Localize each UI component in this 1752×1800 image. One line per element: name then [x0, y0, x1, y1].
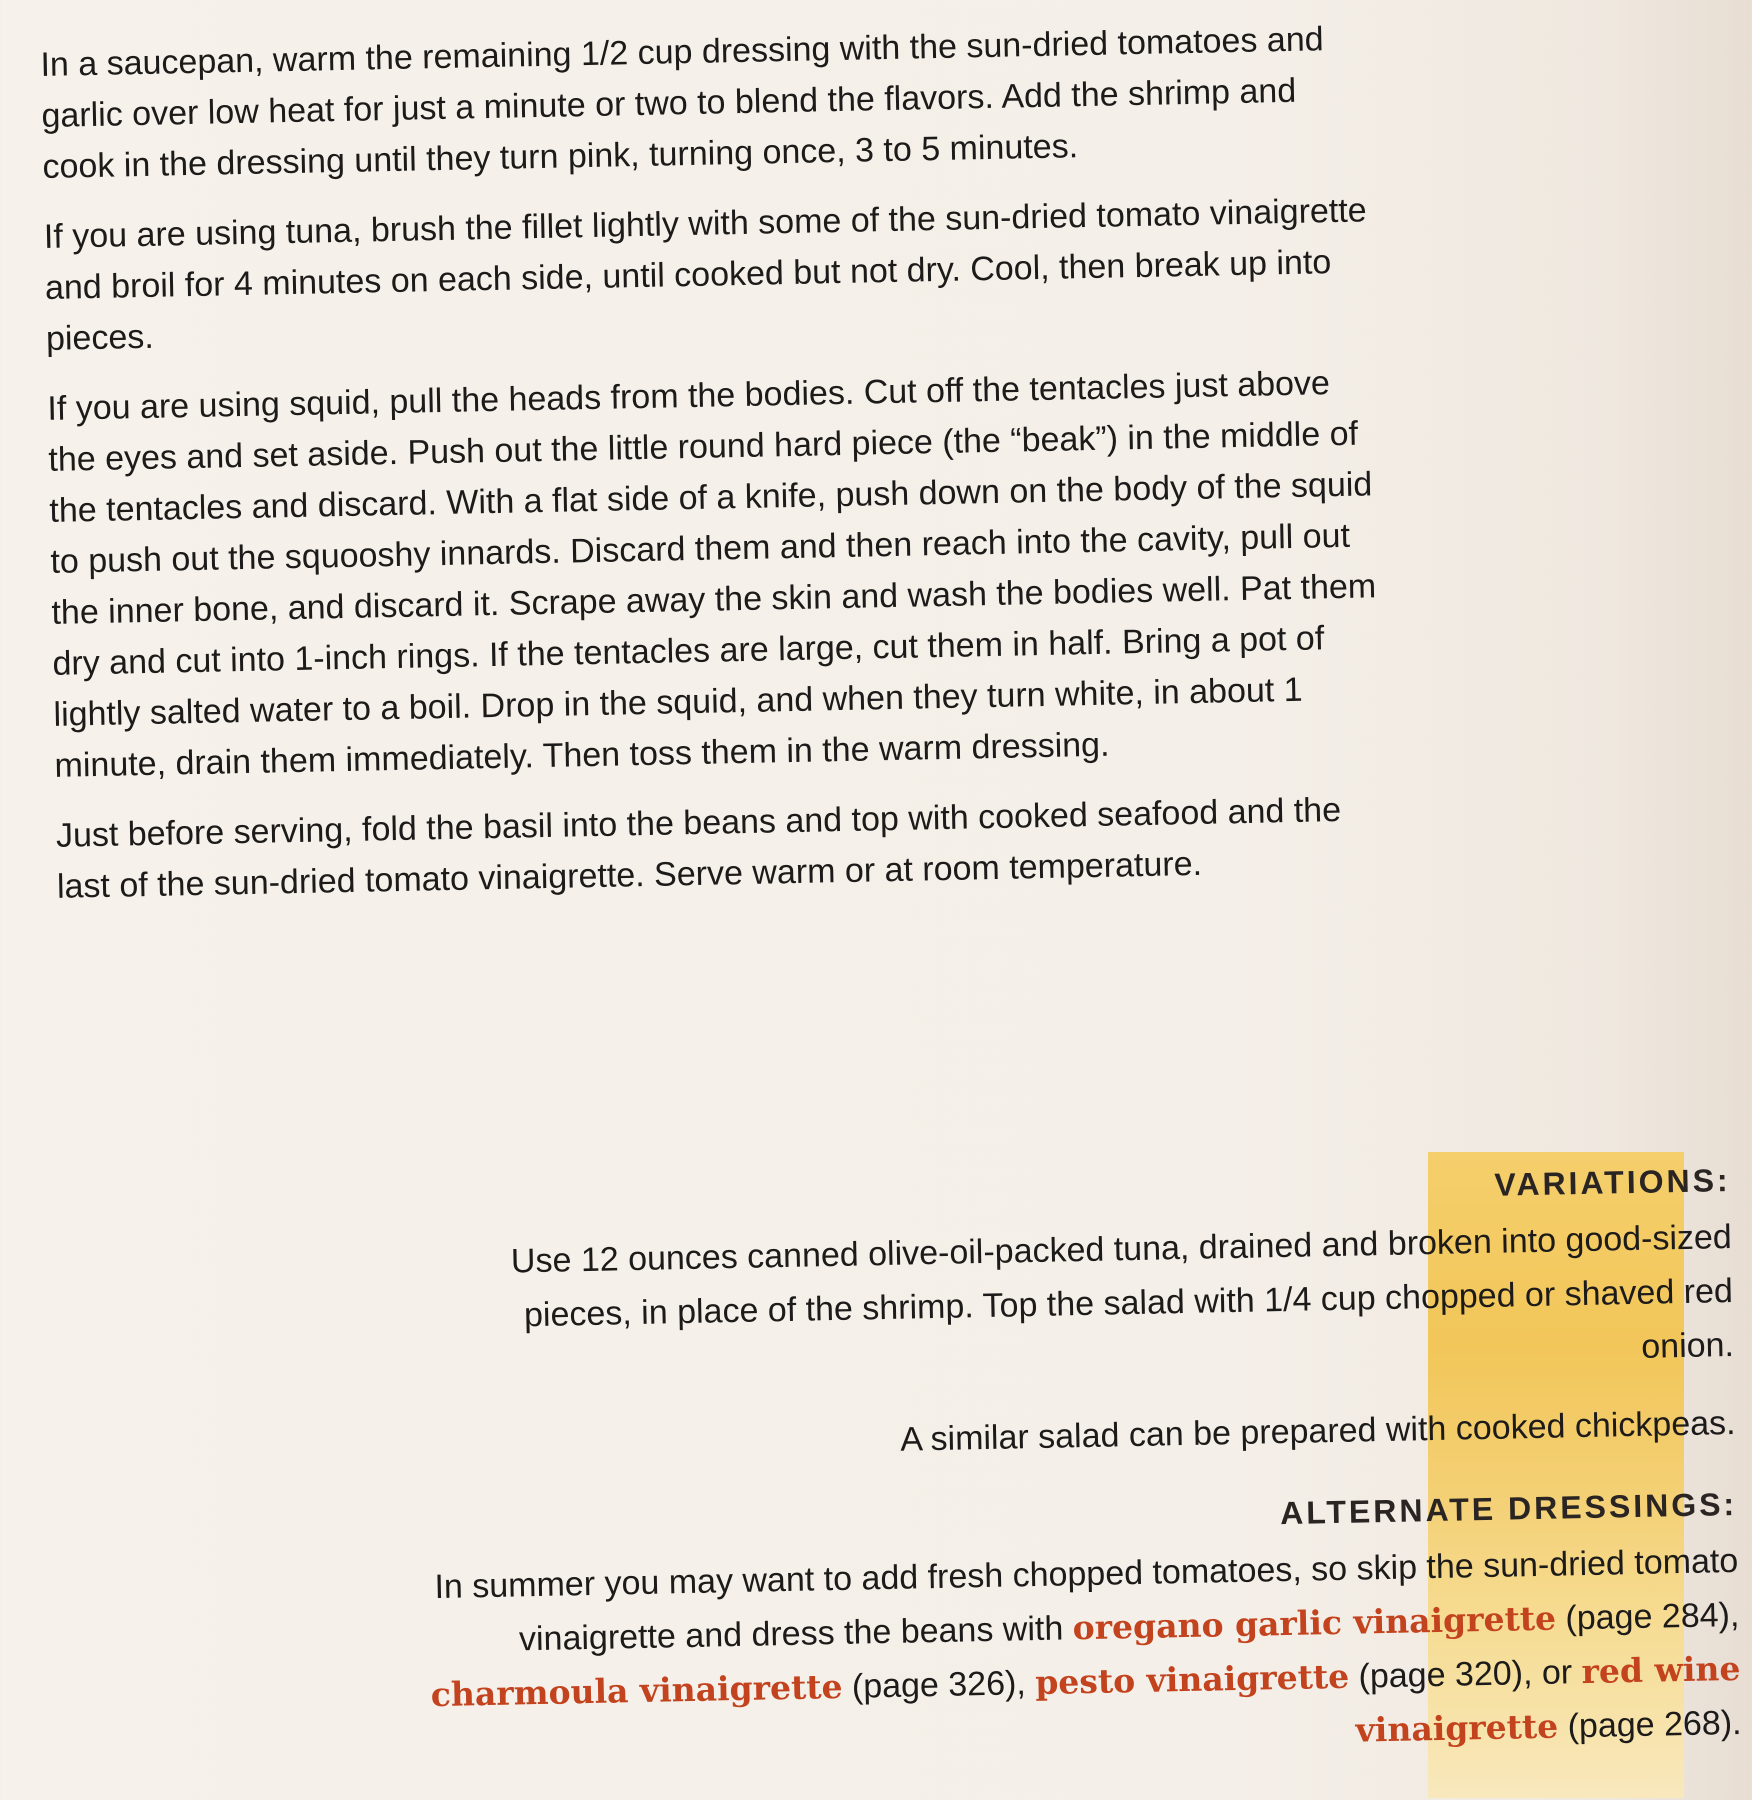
alternate-dressings-text [428, 1534, 1742, 1776]
alternate-dressings-heading: ALTERNATE DRESSINGS: [1279, 1485, 1738, 1532]
xref-oregano-garlic-vinaigrette: oregano garlic vinaigrette [1072, 1598, 1557, 1648]
xref-red-wine-vinaigrette: red wine vinaigrette [1355, 1648, 1741, 1750]
variation-chickpeas: A similar salad can be prepared with cooked chickpeas. [899, 1403, 1736, 1459]
paragraph-squid: If you are using squid, pull the heads from the bodies. Cut off the tentacles just above the eyes and set aside. Push out the little round hard piece (the “beak”) in the middle of the tentacles and discard. With a flat side of a knife, push down on the body of the squid to push out the squooshy innards. Discard them and then reach into the cavity, pull out the inner bone, and discard it. Scrape away the skin and wash the bodies well. Pat them dry and cut into 1-inch rings. If the tentacles are large, cut them in half. Bring a pot of lightly salted water to a boil. Drop in the squid, and when they turn white, in about 1 minute, drain them immediately. Then toss them in the warm dressing. [47, 364, 1377, 785]
paragraph-tuna: If you are using tuna, brush the fillet lightly with some of the sun-dried tomato vinaigrette and broil for 4 minutes on each side, until cooked but not dry. Cool, then break up into pieces. [43, 191, 1368, 358]
variations-heading: VARIATIONS: [1494, 1161, 1731, 1203]
page-ref-284: (page 284), [1555, 1595, 1740, 1638]
instructions-column [40, 13, 1388, 932]
xref-pesto-vinaigrette: pesto vinaigrette [1034, 1656, 1350, 1703]
paragraph-shrimp: In a saucepan, warm the remaining 1/2 cup dressing with the sun-dried tomatoes and garlic over low heat for just a minute or two to blend the flavors. Add the shrimp and cook in the dressing until they turn pink, turning once, 3 to 5 minutes. [40, 20, 1324, 186]
page-ref-268: (page 268). [1557, 1703, 1742, 1746]
paragraph-serving: Just before serving, fold the basil into the beans and top with cooked seafood and the last of the sun-dried tomato vinaigrette. Serve warm or at room temperature. [55, 791, 1342, 906]
page-ref-320: (page 320), or [1348, 1653, 1582, 1696]
variation-tuna: Use 12 ounces canned olive-oil-packed tuna, drained and broken into good-sized pieces, in place of the shrimp. Top the salad with 1/4 cup chopped or shaved red onion. [510, 1217, 1735, 1366]
xref-charmoula-vinaigrette: charmoula vinaigrette [430, 1666, 843, 1715]
sidebar-notes [420, 1150, 1742, 1800]
dressings-intro: In summer you may want to add fresh chopped tomatoes, so skip the sun-dried tomato vinaigrette and dress the beans with [434, 1541, 1739, 1659]
page-ref-326: (page 326), [842, 1664, 1036, 1706]
